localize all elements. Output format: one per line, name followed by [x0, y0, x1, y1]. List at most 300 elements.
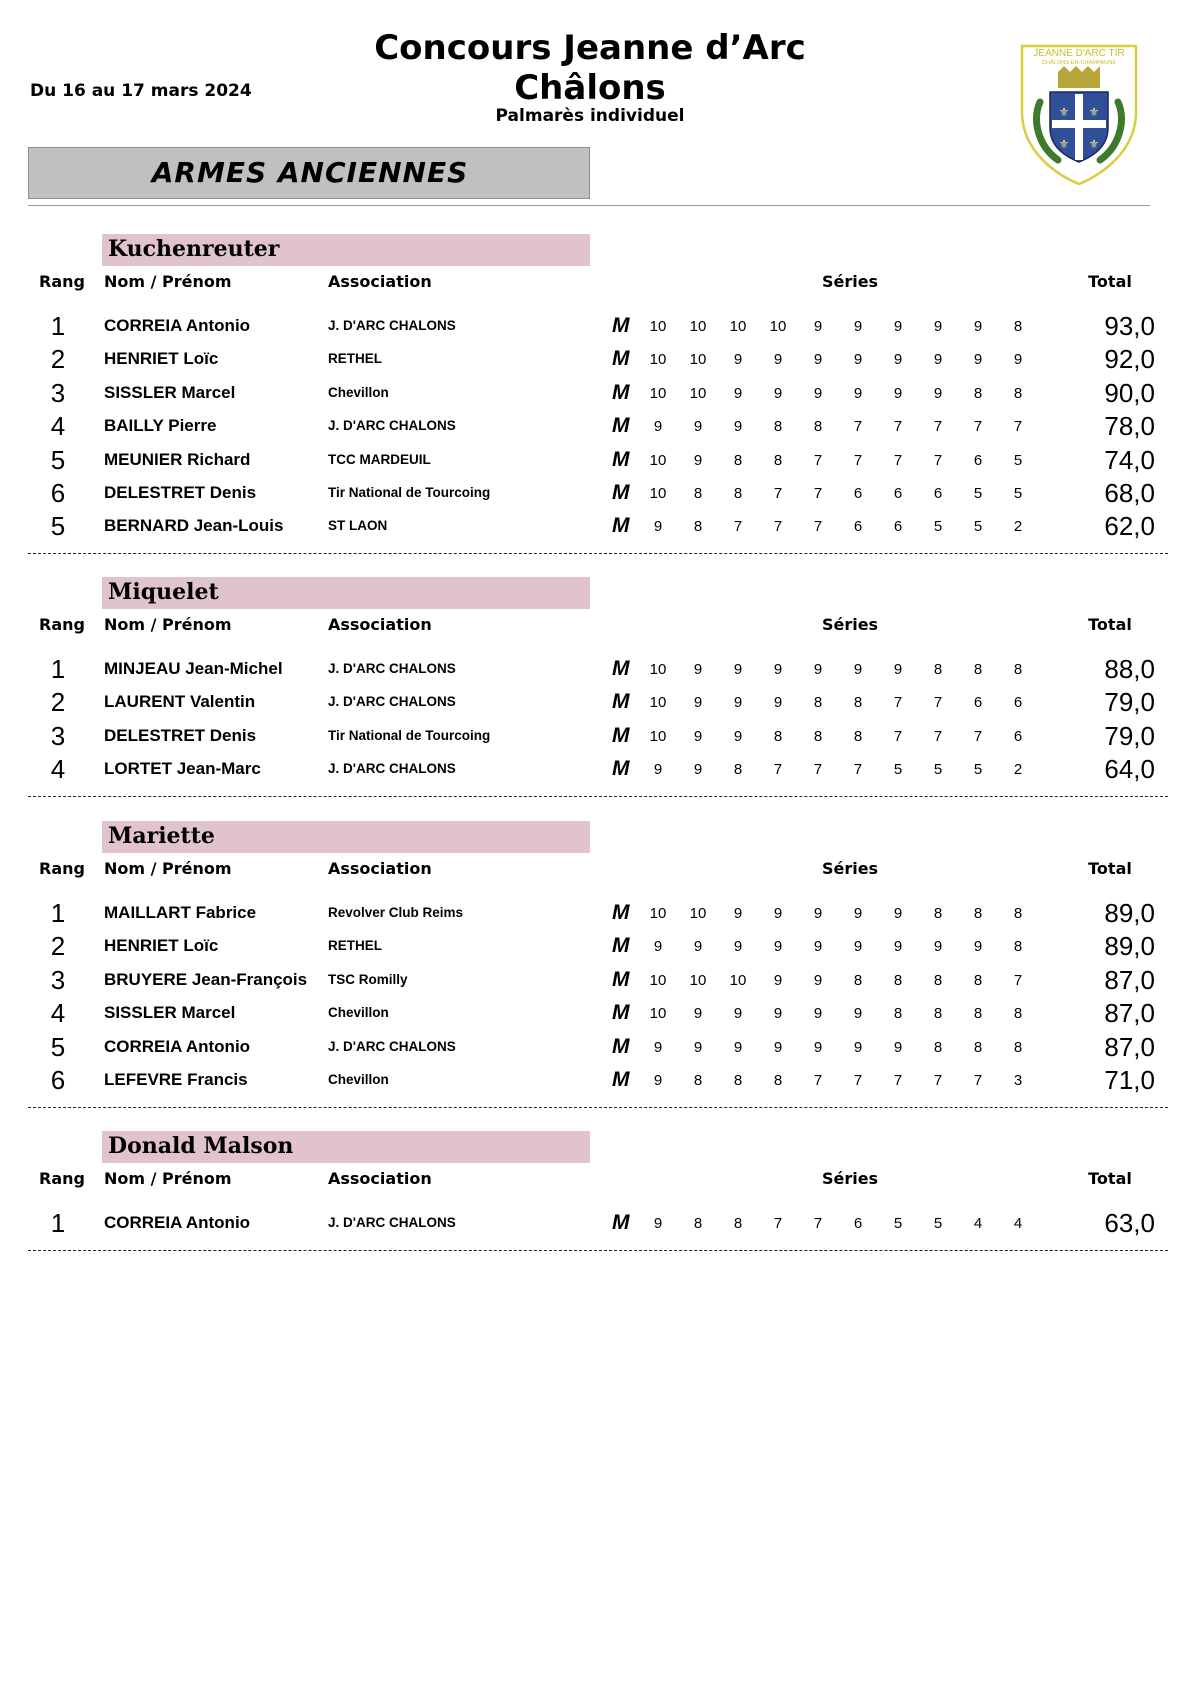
- series-score-cell: 8: [933, 971, 943, 989]
- series-score-cell: 10: [649, 727, 667, 745]
- series-score-cell: 8: [773, 418, 783, 436]
- rank-cell: 3: [50, 720, 66, 751]
- series-score-cell: 8: [853, 727, 863, 745]
- series-score-cell: 8: [933, 905, 943, 922]
- series-score-cell: 10: [729, 318, 747, 335]
- name-cell: DELESTRET Denis: [104, 725, 257, 745]
- association-cell: RETHEL: [328, 351, 382, 367]
- series-score-cell: 7: [773, 761, 783, 779]
- total-cell: 79,0: [1104, 687, 1155, 718]
- association-cell: TSC Romilly: [328, 971, 408, 987]
- series-score-cell: 9: [853, 351, 863, 369]
- series-score-cell: 7: [893, 694, 903, 712]
- series-score-cell: 9: [653, 1215, 663, 1232]
- series-score-cell: 9: [933, 318, 943, 335]
- table-row: [0, 1064, 1190, 1097]
- category-m-cell: M: [612, 1211, 630, 1234]
- series-score-cell: 8: [933, 1038, 943, 1056]
- series-score-cell: 8: [773, 1072, 783, 1089]
- series-score-cell: 8: [813, 694, 823, 712]
- series-score-cell: 8: [973, 971, 983, 989]
- series-score-cell: 10: [649, 661, 667, 678]
- name-cell: DELESTRET Denis: [104, 483, 257, 502]
- series-score-cell: 8: [893, 971, 903, 989]
- series-score-cell: 6: [973, 694, 983, 712]
- rank-cell: 5: [50, 511, 66, 542]
- series-score-cell: 9: [653, 1038, 663, 1056]
- series-score-cell: 7: [1013, 418, 1023, 436]
- series-score-cell: 7: [853, 761, 863, 779]
- series-score-cell: 9: [773, 1038, 783, 1056]
- total-cell: 87,0: [1104, 964, 1155, 995]
- series-score-cell: 2: [1013, 518, 1023, 536]
- series-score-cell: 8: [693, 1215, 703, 1232]
- series-score-cell: 9: [853, 938, 863, 956]
- section-title-band: [102, 234, 590, 266]
- series-score-cell: 10: [769, 318, 787, 335]
- series-score-cell: 5: [893, 761, 903, 779]
- series-score-cell: 8: [813, 727, 823, 745]
- series-score-cell: 9: [893, 905, 903, 922]
- category-m-cell: M: [612, 690, 630, 714]
- series-score-cell: 6: [853, 518, 863, 536]
- rank-cell: 6: [50, 478, 66, 508]
- series-score-cell: 7: [893, 727, 903, 745]
- series-score-cell: 8: [933, 1005, 943, 1023]
- series-score-cell: 5: [973, 761, 983, 779]
- series-score-cell: 10: [649, 905, 667, 922]
- category-m-cell: M: [612, 934, 630, 958]
- series-score-cell: 9: [773, 384, 783, 402]
- series-score-cell: 10: [649, 971, 667, 989]
- total-cell: 89,0: [1104, 898, 1155, 928]
- svg-text:⚜: ⚜: [1088, 105, 1100, 119]
- name-cell: HENRIET Loïc: [104, 349, 219, 369]
- category-m-cell: M: [612, 314, 630, 337]
- series-score-cell: 9: [813, 351, 823, 369]
- col-header-series: Séries: [821, 272, 879, 291]
- col-header-series: Séries: [821, 615, 879, 634]
- table-row: [0, 343, 1190, 376]
- series-score-cell: 10: [689, 905, 707, 922]
- table-row: [0, 997, 1190, 1030]
- series-score-cell: 9: [813, 661, 823, 678]
- series-score-cell: 8: [813, 418, 823, 436]
- series-score-cell: 8: [1013, 905, 1023, 922]
- name-cell: LEFEVRE Francis: [104, 1070, 248, 1089]
- association-cell: J. D'ARC CHALONS: [328, 418, 456, 434]
- series-score-cell: 5: [933, 1215, 943, 1232]
- total-cell: 63,0: [1104, 1208, 1155, 1238]
- series-score-cell: 4: [973, 1215, 983, 1232]
- name-cell: LORTET Jean-Marc: [104, 759, 261, 779]
- series-score-cell: 7: [933, 1072, 943, 1089]
- series-score-cell: 8: [733, 1072, 743, 1089]
- series-score-cell: 9: [893, 1038, 903, 1056]
- series-score-cell: 8: [733, 761, 743, 779]
- svg-text:⚜: ⚜: [1058, 137, 1070, 151]
- section-title: Miquelet: [108, 579, 219, 605]
- series-score-cell: 9: [693, 761, 703, 779]
- rank-cell: 1: [50, 1208, 66, 1238]
- col-header-nom: Nom / Prénom: [104, 1169, 232, 1188]
- category-m-cell: M: [612, 1001, 630, 1025]
- table-row: [0, 377, 1190, 410]
- section-title-band: [102, 1131, 590, 1163]
- series-score-cell: 9: [813, 938, 823, 956]
- series-score-cell: 6: [1013, 694, 1023, 712]
- name-cell: HENRIET Loïc: [104, 936, 219, 956]
- col-header-total: Total: [1088, 615, 1132, 634]
- rank-cell: 4: [50, 754, 66, 785]
- series-score-cell: 9: [773, 661, 783, 678]
- association-cell: J. D'ARC CHALONS: [328, 761, 456, 777]
- series-score-cell: 9: [733, 727, 743, 745]
- series-score-cell: 9: [733, 661, 743, 678]
- series-score-cell: 9: [693, 727, 703, 745]
- event-dates: Du 16 au 17 mars 2024: [30, 81, 252, 101]
- section-divider: [28, 1250, 1168, 1251]
- series-score-cell: 8: [1013, 384, 1023, 402]
- total-cell: 88,0: [1104, 654, 1155, 684]
- rank-cell: 1: [50, 898, 66, 928]
- series-score-cell: 7: [773, 1215, 783, 1232]
- series-score-cell: 8: [973, 1005, 983, 1023]
- series-score-cell: 7: [933, 694, 943, 712]
- series-score-cell: 5: [1013, 451, 1023, 469]
- section-title: Donald Malson: [108, 1133, 294, 1159]
- association-cell: RETHEL: [328, 938, 382, 954]
- series-score-cell: 8: [693, 1072, 703, 1089]
- series-score-cell: 8: [973, 905, 983, 922]
- rank-cell: 6: [50, 1065, 66, 1095]
- rank-cell: 1: [50, 654, 66, 684]
- series-score-cell: 8: [973, 661, 983, 678]
- series-score-cell: 7: [933, 451, 943, 469]
- series-score-cell: 8: [733, 451, 743, 469]
- series-score-cell: 7: [1013, 971, 1023, 989]
- series-score-cell: 7: [733, 518, 743, 536]
- total-cell: 93,0: [1104, 311, 1155, 341]
- series-score-cell: 9: [773, 905, 783, 922]
- series-score-cell: 9: [733, 694, 743, 712]
- series-score-cell: 6: [1013, 727, 1023, 745]
- series-score-cell: 9: [973, 938, 983, 956]
- category-m-cell: M: [612, 347, 630, 371]
- col-header-nom: Nom / Prénom: [104, 272, 232, 291]
- series-score-cell: 10: [649, 694, 667, 712]
- series-score-cell: 9: [733, 1038, 743, 1056]
- category-m-cell: M: [612, 657, 630, 680]
- name-cell: BRUYERE Jean-François: [104, 969, 308, 989]
- series-score-cell: 7: [933, 418, 943, 436]
- category-banner: [28, 147, 590, 199]
- name-cell: SISSLER Marcel: [104, 1003, 236, 1023]
- name-cell: MEUNIER Richard: [104, 449, 251, 469]
- series-score-cell: 9: [813, 318, 823, 335]
- series-score-cell: 5: [893, 1215, 903, 1232]
- series-score-cell: 9: [893, 938, 903, 956]
- series-score-cell: 7: [813, 1072, 823, 1089]
- col-header-series: Séries: [821, 1169, 879, 1188]
- name-cell: SISSLER Marcel: [104, 382, 236, 402]
- association-cell: J. D'ARC CHALONS: [328, 1215, 456, 1230]
- rank-cell: 1: [50, 311, 66, 341]
- series-score-cell: 7: [773, 485, 783, 502]
- total-cell: 87,0: [1104, 998, 1155, 1029]
- series-score-cell: 7: [773, 518, 783, 536]
- series-score-cell: 9: [853, 318, 863, 335]
- table-row: [0, 310, 1190, 343]
- series-score-cell: 9: [933, 351, 943, 369]
- table-row: [0, 653, 1190, 686]
- series-score-cell: 7: [933, 727, 943, 745]
- series-score-cell: 9: [813, 971, 823, 989]
- logo-text-top: JEANNE D'ARC TIR: [1033, 48, 1125, 59]
- series-score-cell: 10: [689, 351, 707, 369]
- series-score-cell: 9: [813, 384, 823, 402]
- series-score-cell: 9: [653, 938, 663, 956]
- series-score-cell: 7: [973, 727, 983, 745]
- series-score-cell: 7: [813, 485, 823, 502]
- total-cell: 92,0: [1104, 344, 1155, 375]
- col-header-rang: Rang: [39, 859, 85, 878]
- series-score-cell: 9: [773, 938, 783, 956]
- rank-cell: 2: [50, 931, 66, 962]
- series-score-cell: 5: [973, 485, 983, 502]
- series-score-cell: 10: [689, 318, 707, 335]
- series-score-cell: 7: [813, 1215, 823, 1232]
- series-score-cell: 8: [973, 384, 983, 402]
- col-header-rang: Rang: [39, 615, 85, 634]
- category-m-cell: M: [612, 757, 630, 781]
- rank-cell: 3: [50, 964, 66, 995]
- category-m-cell: M: [612, 414, 630, 438]
- association-cell: Tir National de Tourcoing: [328, 727, 491, 743]
- series-score-cell: 6: [853, 485, 863, 502]
- series-score-cell: 9: [733, 905, 743, 922]
- category-m-cell: M: [612, 901, 630, 924]
- logo-text-bottom: CHÂLONS-EN-CHAMPAGNE: [1041, 60, 1117, 66]
- total-cell: 62,0: [1104, 511, 1155, 542]
- table-row: [0, 1031, 1190, 1064]
- table-row: [0, 686, 1190, 719]
- series-score-cell: 7: [893, 1072, 903, 1089]
- category-m-cell: M: [612, 447, 630, 471]
- category-m-cell: M: [612, 1068, 630, 1091]
- club-crest-logo: [1018, 42, 1140, 187]
- series-score-cell: 9: [773, 1005, 783, 1023]
- table-row: [0, 510, 1190, 543]
- series-score-cell: 3: [1013, 1072, 1023, 1089]
- association-cell: ST LAON: [328, 518, 388, 534]
- section-title-band: [102, 821, 590, 853]
- series-score-cell: 9: [693, 938, 703, 956]
- page-title: Concours Jeanne d’Arc Châlons: [374, 28, 806, 108]
- series-score-cell: 7: [813, 451, 823, 469]
- series-score-cell: 8: [1013, 1038, 1023, 1056]
- col-header-series: Séries: [821, 859, 879, 878]
- series-score-cell: 10: [649, 318, 667, 335]
- association-cell: J. D'ARC CHALONS: [328, 661, 456, 676]
- table-row: [0, 444, 1190, 477]
- association-cell: TCC MARDEUIL: [328, 451, 431, 467]
- svg-text:⚜: ⚜: [1088, 137, 1100, 151]
- series-score-cell: 9: [693, 418, 703, 436]
- svg-text:⚜: ⚜: [1058, 105, 1070, 119]
- category-m-cell: M: [612, 380, 630, 404]
- col-header-nom: Nom / Prénom: [104, 859, 232, 878]
- total-cell: 90,0: [1104, 377, 1155, 408]
- name-cell: CORREIA Antonio: [104, 316, 251, 335]
- table-row: [0, 410, 1190, 443]
- series-score-cell: 8: [1013, 1005, 1023, 1023]
- section-title: Mariette: [108, 823, 215, 849]
- series-score-cell: 6: [933, 485, 943, 502]
- total-cell: 87,0: [1104, 1031, 1155, 1062]
- association-cell: J. D'ARC CHALONS: [328, 694, 456, 710]
- association-cell: Chevillon: [328, 1005, 389, 1021]
- name-cell: LAURENT Valentin: [104, 692, 256, 712]
- table-row: [0, 897, 1190, 930]
- series-score-cell: 9: [653, 418, 663, 436]
- name-cell: MAILLART Fabrice: [104, 903, 257, 922]
- association-cell: Chevillon: [328, 384, 389, 400]
- rank-cell: 2: [50, 344, 66, 375]
- series-score-cell: 6: [853, 1215, 863, 1232]
- series-score-cell: 9: [693, 1038, 703, 1056]
- col-header-rang: Rang: [39, 272, 85, 291]
- series-score-cell: 9: [773, 694, 783, 712]
- series-score-cell: 9: [733, 418, 743, 436]
- category-title: ARMES ANCIENNES: [151, 156, 469, 189]
- name-cell: BAILLY Pierre: [104, 416, 217, 436]
- series-score-cell: 10: [649, 485, 667, 502]
- series-score-cell: 8: [853, 694, 863, 712]
- header-divider: [28, 205, 1150, 206]
- series-score-cell: 8: [1013, 318, 1023, 335]
- series-score-cell: 9: [813, 1038, 823, 1056]
- series-score-cell: 4: [1013, 1215, 1023, 1232]
- col-header-rang: Rang: [39, 1169, 85, 1188]
- table-row: [0, 720, 1190, 753]
- series-score-cell: 9: [693, 451, 703, 469]
- series-score-cell: 9: [973, 351, 983, 369]
- total-cell: 78,0: [1104, 411, 1155, 442]
- series-score-cell: 2: [1013, 761, 1023, 779]
- series-score-cell: 9: [893, 661, 903, 678]
- table-row: [0, 930, 1190, 963]
- section-divider: [28, 1107, 1168, 1108]
- rank-cell: 5: [50, 1031, 66, 1062]
- series-score-cell: 5: [933, 518, 943, 536]
- total-cell: 79,0: [1104, 720, 1155, 751]
- series-score-cell: 10: [649, 451, 667, 469]
- col-header-association: Association: [328, 1169, 432, 1188]
- category-m-cell: M: [612, 723, 630, 747]
- association-cell: J. D'ARC CHALONS: [328, 1038, 456, 1054]
- series-score-cell: 8: [933, 661, 943, 678]
- series-score-cell: 8: [693, 518, 703, 536]
- series-score-cell: 8: [733, 485, 743, 502]
- section-divider: [28, 796, 1168, 797]
- series-score-cell: 8: [853, 971, 863, 989]
- name-cell: BERNARD Jean-Louis: [104, 516, 284, 536]
- section-title: Kuchenreuter: [108, 236, 280, 262]
- association-cell: J. D'ARC CHALONS: [328, 318, 456, 333]
- col-header-total: Total: [1088, 272, 1132, 291]
- series-score-cell: 7: [813, 518, 823, 536]
- col-header-total: Total: [1088, 1169, 1132, 1188]
- name-cell: CORREIA Antonio: [104, 1213, 251, 1232]
- series-score-cell: 9: [773, 971, 783, 989]
- table-row: [0, 964, 1190, 997]
- series-score-cell: 9: [853, 905, 863, 922]
- category-m-cell: M: [612, 514, 630, 538]
- total-cell: 71,0: [1104, 1065, 1155, 1095]
- crown-icon: [1058, 72, 1100, 88]
- association-cell: Tir National de Tourcoing: [328, 485, 491, 500]
- series-score-cell: 9: [853, 1038, 863, 1056]
- series-score-cell: 9: [933, 938, 943, 956]
- series-score-cell: 9: [933, 384, 943, 402]
- series-score-cell: 9: [653, 518, 663, 536]
- series-score-cell: 9: [893, 351, 903, 369]
- series-score-cell: 9: [853, 384, 863, 402]
- series-score-cell: 9: [733, 351, 743, 369]
- rank-cell: 3: [50, 377, 66, 408]
- total-cell: 89,0: [1104, 931, 1155, 962]
- series-score-cell: 6: [893, 485, 903, 502]
- series-score-cell: 7: [853, 418, 863, 436]
- col-header-association: Association: [328, 272, 432, 291]
- section-divider: [28, 553, 1168, 554]
- table-row: [0, 1207, 1190, 1240]
- series-score-cell: 8: [973, 1038, 983, 1056]
- col-header-nom: Nom / Prénom: [104, 615, 232, 634]
- series-score-cell: 8: [733, 1215, 743, 1232]
- series-score-cell: 9: [733, 938, 743, 956]
- category-m-cell: M: [612, 967, 630, 991]
- series-score-cell: 7: [813, 761, 823, 779]
- section-title-band: [102, 577, 590, 609]
- series-score-cell: 9: [693, 1005, 703, 1023]
- series-score-cell: 9: [1013, 351, 1023, 369]
- series-score-cell: 10: [649, 384, 667, 402]
- series-score-cell: 10: [649, 351, 667, 369]
- series-score-cell: 9: [773, 351, 783, 369]
- association-cell: Chevillon: [328, 1072, 389, 1087]
- series-score-cell: 7: [973, 418, 983, 436]
- association-cell: Revolver Club Reims: [328, 905, 464, 920]
- category-m-cell: M: [612, 481, 630, 504]
- series-score-cell: 8: [773, 727, 783, 745]
- series-score-cell: 5: [973, 518, 983, 536]
- series-score-cell: 9: [853, 1005, 863, 1023]
- rank-cell: 4: [50, 411, 66, 442]
- rank-cell: 4: [50, 998, 66, 1029]
- series-score-cell: 9: [813, 1005, 823, 1023]
- series-score-cell: 9: [693, 694, 703, 712]
- series-score-cell: 9: [893, 384, 903, 402]
- series-score-cell: 10: [689, 971, 707, 989]
- series-score-cell: 9: [693, 661, 703, 678]
- series-score-cell: 8: [773, 451, 783, 469]
- series-score-cell: 7: [893, 451, 903, 469]
- col-header-association: Association: [328, 615, 432, 634]
- series-score-cell: 8: [1013, 938, 1023, 956]
- page-subtitle: Palmarès individuel: [495, 106, 685, 126]
